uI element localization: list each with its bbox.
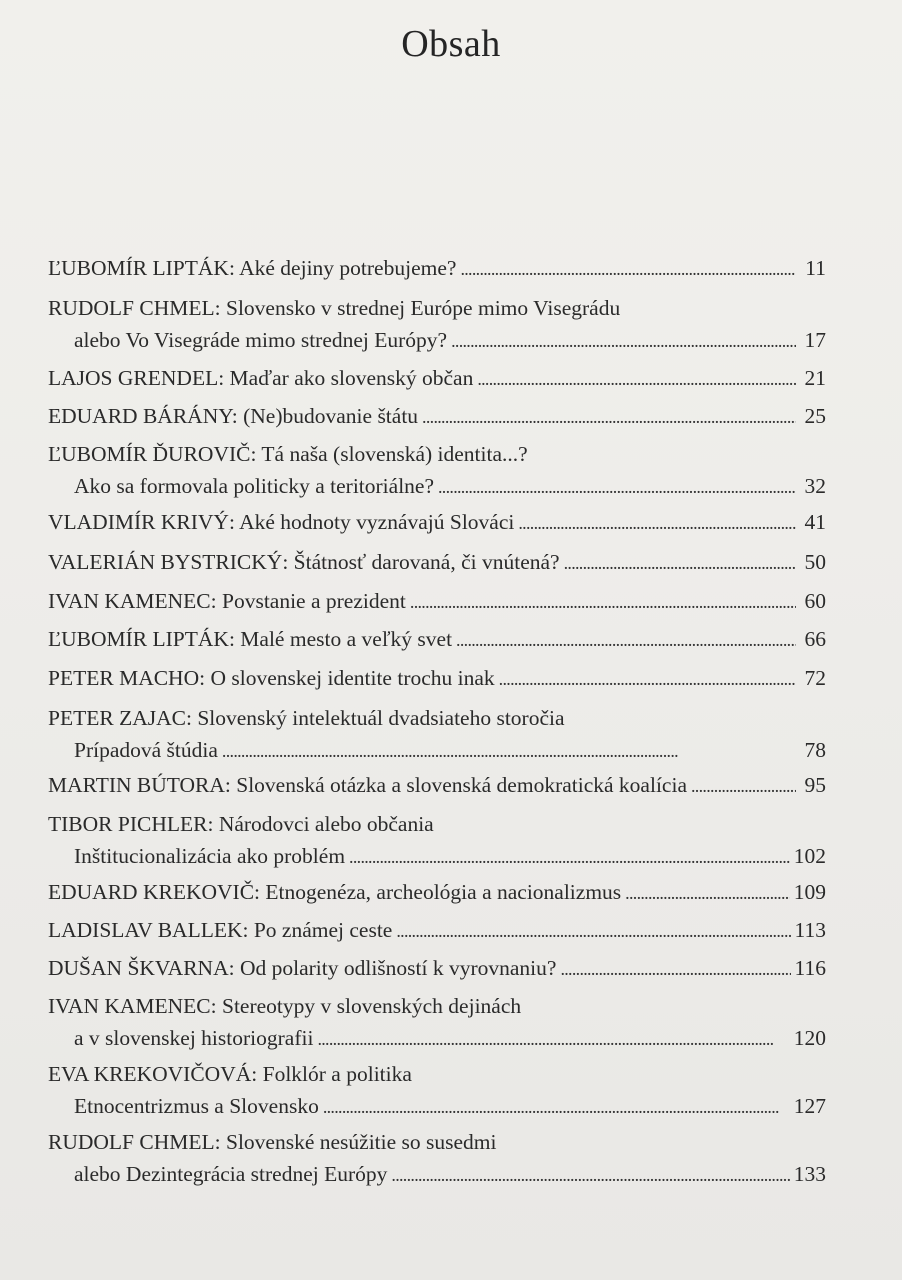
- toc-entry-text: EDUARD BÁRÁNY: (Ne)budovanie štátu: [48, 404, 419, 428]
- toc-entry: [48, 438, 826, 503]
- toc-entry-title-line: [48, 1126, 826, 1158]
- toc-entry-text: Etnocentrizmus a Slovensko: [74, 1094, 319, 1118]
- toc-entry-text: Prípadová štúdia: [74, 738, 218, 762]
- toc-entry-page-number: 72: [804, 666, 826, 690]
- toc-entry-page-number: 113: [794, 918, 826, 942]
- toc-entry-text: IVAN KAMENEC: Stereotypy v slovenských dejinách: [48, 994, 522, 1018]
- toc-entry-subtitle-line: [48, 840, 826, 873]
- toc-entry-text: alebo Vo Visegráde mimo strednej Európy?: [74, 328, 448, 352]
- toc-entry-text: EDUARD KREKOVIČ: Etnogenéza, archeológia a nacionalizmus: [48, 880, 622, 904]
- toc-entry: [48, 990, 826, 1055]
- dot-leader: [451, 324, 796, 357]
- toc-entry-title-line: [48, 546, 826, 579]
- dot-leader: [317, 1022, 789, 1055]
- dot-leader: [460, 252, 796, 285]
- toc-entry-page-number: 50: [804, 550, 826, 574]
- toc-entry: [48, 1126, 826, 1191]
- dot-leader: [349, 840, 790, 873]
- toc-entry-page-number: 32: [804, 474, 826, 498]
- toc-entry-subtitle-line: [48, 734, 826, 767]
- toc-entry-text: PETER MACHO: O slovenskej identite trochu inak: [48, 666, 495, 690]
- toc-entry: [48, 400, 826, 433]
- toc-entry-title-line: [48, 585, 826, 618]
- toc-entry-text: ĽUBOMÍR ĎUROVIČ: Tá naša (slovenská) identita...?: [48, 442, 528, 466]
- toc-entry-title-line: [48, 952, 826, 985]
- dot-leader: [499, 662, 796, 695]
- toc-entry: [48, 546, 826, 579]
- toc-entry-title-line: [48, 808, 826, 840]
- toc-entry-text: ĽUBOMÍR LIPTÁK: Aké dejiny potrebujeme?: [48, 256, 457, 280]
- toc-entry-subtitle-line: [48, 1090, 826, 1123]
- toc-entry-page-number: 109: [793, 880, 826, 904]
- dot-leader: [560, 952, 790, 985]
- toc-entry-text: EVA KREKOVIČOVÁ: Folklór a politika: [48, 1062, 412, 1086]
- dot-leader: [477, 362, 796, 395]
- toc-entry: [48, 876, 826, 909]
- toc-entry: [48, 506, 826, 539]
- dot-leader: [456, 623, 796, 656]
- toc-entry-subtitle-line: [48, 1022, 826, 1055]
- toc-entry-text: Inštitucionalizácia ako problém: [74, 844, 346, 868]
- page-title: Obsah: [401, 23, 501, 65]
- toc-entry-title-line: [48, 769, 826, 802]
- toc-entry: [48, 292, 826, 357]
- toc-entry-title-line: [48, 1058, 826, 1090]
- toc-entry-page-number: 120: [793, 1026, 826, 1050]
- toc-entry-page-number: 60: [804, 589, 826, 613]
- toc-entry-text: Ako sa formovala politicky a teritoriálne?: [74, 474, 434, 498]
- toc-entry: [48, 952, 826, 985]
- toc-entry-page-number: 95: [804, 773, 826, 797]
- toc-entry-text: LAJOS GRENDEL: Maďar ako slovenský občan: [48, 366, 474, 390]
- toc-entry-page-number: 133: [793, 1162, 826, 1186]
- toc-entry-page-number: 41: [804, 510, 826, 534]
- toc-entry-text: TIBOR PICHLER: Národovci alebo občania: [48, 812, 434, 836]
- toc-entry-subtitle-line: [48, 1158, 826, 1191]
- toc-entry-text: RUDOLF CHMEL: Slovensko v strednej Európe mimo Visegrádu: [48, 296, 621, 320]
- toc-entry-page-number: 25: [804, 404, 826, 428]
- toc-entry-text: ĽUBOMÍR LIPTÁK: Malé mesto a veľký svet: [48, 627, 453, 651]
- toc-entry: [48, 914, 826, 947]
- toc-entry-title-line: [48, 702, 826, 734]
- toc-entry-page-number: 17: [804, 328, 826, 352]
- toc-entry-text: a v slovenskej historiografii: [74, 1026, 314, 1050]
- toc-entry-text: alebo Dezintegrácia strednej Európy: [74, 1162, 388, 1186]
- toc-entry: [48, 1058, 826, 1123]
- toc-entry: [48, 623, 826, 656]
- toc-entry-title-line: [48, 623, 826, 656]
- dot-leader: [391, 1158, 789, 1191]
- toc-entry-page-number: 78: [804, 738, 826, 762]
- dot-leader: [518, 506, 796, 539]
- toc-entry-text: VLADIMÍR KRIVÝ: Aké hodnoty vyznávajú Slováci: [48, 510, 515, 534]
- dot-leader: [396, 914, 790, 947]
- toc-entry-title-line: [48, 914, 826, 947]
- dot-leader: [564, 546, 796, 579]
- toc-entry-page-number: 66: [804, 627, 826, 651]
- toc-entry-page-number: 127: [793, 1094, 826, 1118]
- toc-entry-text: VALERIÁN BYSTRICKÝ: Štátnosť darovaná, či vnútená?: [48, 550, 560, 574]
- toc-entry: [48, 585, 826, 618]
- toc-entry-text: LADISLAV BALLEK: Po známej ceste: [48, 918, 393, 942]
- dot-leader: [323, 1090, 790, 1123]
- toc-entry-page-number: 21: [804, 366, 826, 390]
- toc-entry: [48, 808, 826, 873]
- toc-entry-text: PETER ZAJAC: Slovenský intelektuál dvadsiateho storočia: [48, 706, 565, 730]
- toc-entry-text: IVAN KAMENEC: Povstanie a prezident: [48, 589, 406, 613]
- toc-entry: [48, 662, 826, 695]
- toc-entry: [48, 362, 826, 395]
- toc-entry-page-number: 116: [794, 956, 826, 980]
- toc-entry: [48, 702, 826, 767]
- toc-entry-title-line: [48, 438, 826, 470]
- toc-entry-title-line: [48, 990, 826, 1022]
- dot-leader: [422, 400, 796, 433]
- toc-entry: [48, 252, 826, 285]
- toc-entry-subtitle-line: [48, 470, 826, 503]
- toc-entry-title-line: [48, 292, 826, 324]
- toc-entry-page-number: 11: [805, 256, 826, 280]
- toc-entry: [48, 769, 826, 802]
- toc-entry-page-number: 102: [793, 844, 826, 868]
- toc-entry-title-line: [48, 506, 826, 539]
- toc-entry-title-line: [48, 876, 826, 909]
- toc-entry-subtitle-line: [48, 324, 826, 357]
- toc-entry-title-line: [48, 662, 826, 695]
- toc-entry-text: MARTIN BÚTORA: Slovenská otázka a slovenská demokratická koalícia: [48, 773, 687, 797]
- dot-leader: [410, 585, 796, 618]
- dot-leader: [438, 470, 796, 503]
- toc-entry-title-line: [48, 252, 826, 285]
- dot-leader: [691, 769, 796, 802]
- toc-entry-text: RUDOLF CHMEL: Slovenské nesúžitie so susedmi: [48, 1130, 497, 1154]
- dot-leader: [222, 734, 796, 767]
- dot-leader: [625, 876, 790, 909]
- toc-entry-title-line: [48, 362, 826, 395]
- toc-entry-title-line: [48, 400, 826, 433]
- toc-entry-text: DUŠAN ŠKVARNA: Od polarity odlišností k vyrovnaniu?: [48, 956, 557, 980]
